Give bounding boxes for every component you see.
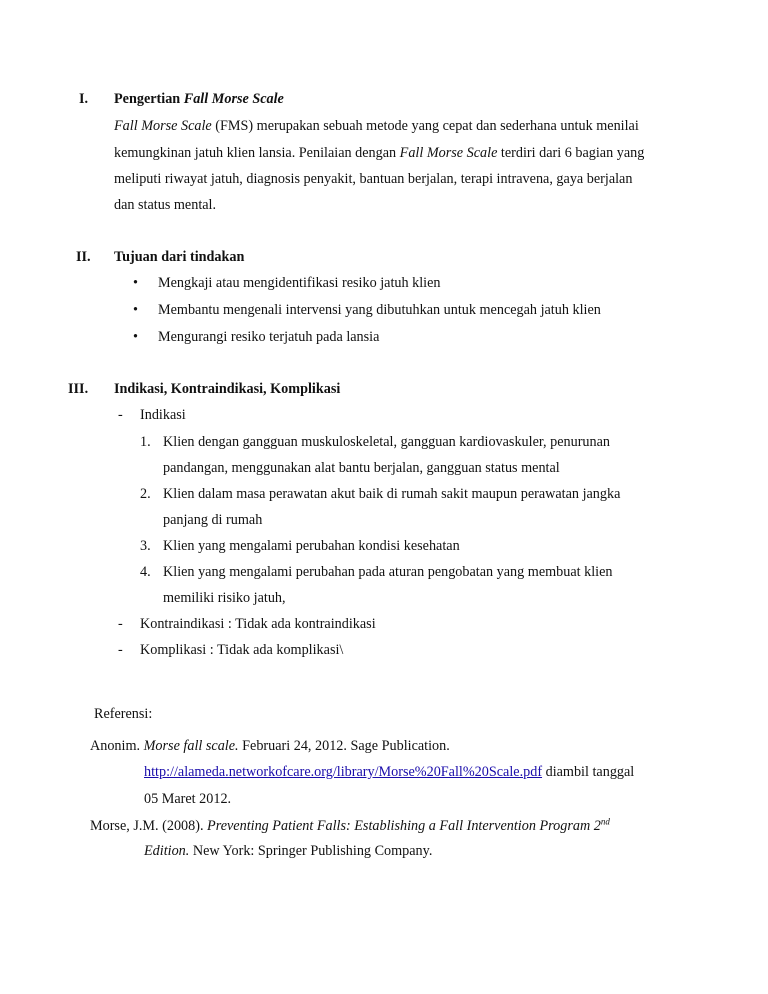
section-3-numeral: III. — [68, 381, 89, 397]
reference-2 — [90, 817, 610, 835]
section-1-line-2-end: terdiri dari 6 bagian yang — [497, 145, 645, 161]
section-1-heading — [114, 90, 284, 108]
bullet-icon: • — [133, 302, 138, 318]
indikasi-item-line: Klien yang mengalami perubahan pada aturan pengobatan yang membuat klien — [163, 564, 613, 580]
section-1-line-2 — [114, 144, 644, 162]
goal-item: Mengkaji atau mengidentifikasi resiko jatuh klien — [158, 275, 441, 291]
dash-marker: - — [118, 616, 123, 632]
reference-2-author: Morse, J.M. (2008). — [90, 818, 208, 834]
section-1-line-1 — [114, 117, 639, 135]
section-1-line-1-text: (FMS) merupakan sebuah metode yang cepat dan sederhana untuk menilai — [211, 118, 639, 134]
indikasi-number: 2. — [140, 486, 151, 502]
reference-1-title: Morse fall scale. — [143, 738, 239, 754]
indikasi-item-line: panjang di rumah — [163, 512, 263, 528]
kontraindikasi-line: Kontraindikasi : Tidak ada kontraindikasi — [140, 616, 376, 632]
bullet-icon: • — [133, 329, 138, 345]
indikasi-item-line: pandangan, menggunakan alat bantu berjalan, gangguan status mental — [163, 460, 560, 476]
indikasi-label: Indikasi — [140, 407, 186, 423]
section-1-heading-plain: Pengertian — [114, 91, 184, 107]
reference-1-publisher: Februari 24, 2012. Sage Publication. — [238, 738, 450, 754]
fms-term: Fall Morse Scale — [399, 145, 498, 161]
references-label: Referensi: — [94, 706, 153, 722]
goal-item: Membantu mengenali intervensi yang dibutuhkan untuk mencegah jatuh klien — [158, 302, 601, 318]
reference-1-author: Anonim. — [90, 738, 144, 754]
reference-1 — [90, 737, 450, 755]
reference-2-superscript: nd — [600, 816, 610, 827]
reference-2-publisher: New York: Springer Publishing Company. — [189, 843, 433, 859]
dash-marker: - — [118, 642, 123, 658]
reference-1-url-line — [144, 763, 634, 781]
indikasi-number: 3. — [140, 538, 151, 554]
indikasi-number: 1. — [140, 434, 151, 450]
goal-item: Mengurangi resiko terjatuh pada lansia — [158, 329, 380, 345]
section-1-heading-italic: Fall Morse Scale — [183, 91, 284, 107]
reference-2-title: Preventing Patient Falls: Establishing a Fall Intervention Program 2 — [207, 818, 601, 834]
section-2-numeral: II. — [76, 249, 91, 265]
indikasi-item-line: Klien dalam masa perawatan akut baik di rumah sakit maupun perawatan jangka — [163, 486, 621, 502]
dash-marker: - — [118, 407, 123, 423]
reference-2-edition: Edition. — [144, 843, 190, 859]
indikasi-number: 4. — [140, 564, 151, 580]
reference-2-line-2 — [144, 842, 432, 860]
reference-1-link[interactable]: http://alameda.networkofcare.org/library/Morse%20Fall%20Scale.pdf — [144, 764, 543, 780]
section-1-line-4: dan status mental. — [114, 197, 217, 213]
section-2-heading: Tujuan dari tindakan — [114, 249, 245, 265]
indikasi-item-line: Klien yang mengalami perubahan kondisi kesehatan — [163, 538, 460, 554]
fms-term: Fall Morse Scale — [114, 118, 212, 134]
reference-1-date: 05 Maret 2012. — [144, 791, 232, 807]
section-1-line-2-start: kemungkinan jatuh klien lansia. Penilaian dengan — [114, 145, 400, 161]
section-1-line-3: meliputi riwayat jatuh, diagnosis penyakit, bantuan berjalan, terapi intravena, gaya berjalan — [114, 171, 633, 187]
indikasi-item-line: memiliki risiko jatuh, — [163, 590, 286, 606]
section-3-heading: Indikasi, Kontraindikasi, Komplikasi — [114, 381, 341, 397]
komplikasi-line: Komplikasi : Tidak ada komplikasi\ — [140, 642, 344, 658]
reference-1-accessed: diambil tanggal — [542, 764, 635, 780]
indikasi-item-line: Klien dengan gangguan muskuloskeletal, gangguan kardiovaskuler, penurunan — [163, 434, 611, 450]
section-1-numeral: I. — [79, 91, 89, 107]
bullet-icon: • — [133, 275, 138, 291]
